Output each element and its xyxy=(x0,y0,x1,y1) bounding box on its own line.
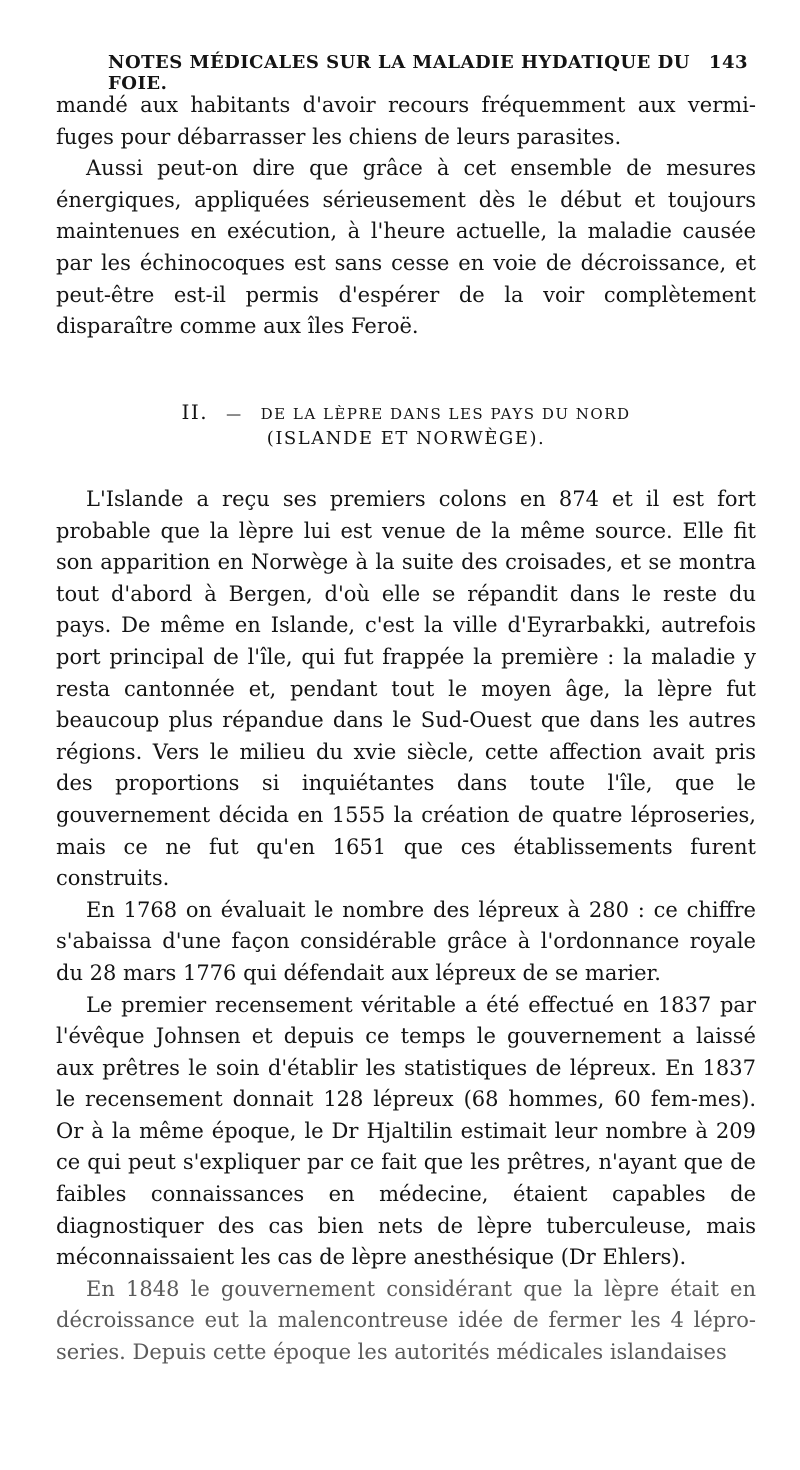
heading-dash: — xyxy=(226,405,243,423)
section-subtitle-text: (ISLANDE ET NORWÈGE). xyxy=(266,428,546,449)
paragraph: En 1768 on évaluait le nombre des lépreux à 280 : ce chiffre s'abaissa d'une façon considérable grâce à l'ordonnance royale du 28 mars 1776 qui défendait aux lépreux de se marier. xyxy=(56,897,756,985)
running-header xyxy=(108,52,748,94)
body-text-block xyxy=(56,484,756,1369)
paragraph: Aussi peut-on dire que grâce à cet ensemble de mesures énergiques, appliquées sérieusement dès le début et toujours maintenues en exécution, à l'heure actuelle, la maladie causée par les échinocoques est sans cesse en voie de décroissance, et peut-être est-il permis d'espérer de la voir complètement disparaître comme aux îles Feroë. xyxy=(56,156,756,339)
section-title: DE LA LÈPRE DANS LES PAYS DU NORD xyxy=(260,405,631,423)
section-number: II. xyxy=(181,400,209,424)
paragraph: L'Islande a reçu ses premiers colons en 874 et il est fort probable que la lèpre lui est venue de la même source. Elle fit son apparition en Norwège à la suite des croisades, et se montra tout d'abord à Bergen, d'où elle se répandit dans le reste du pays. De même en Islande, c'est la ville d'Eyrarbakki, autrefois port principal de l'île, qui fut frappée la première : la maladie y resta cantonnée et, pendant tout le moyen âge, la lèpre fut beaucoup plus répandue dans le Sud-Ouest que dans les autres régions. Vers le milieu du xvie siècle, cette affection avait pris des proportions si inquiétantes dans toute l'île, que le gouvernement décida en 1555 la création de quatre léproseries, mais ce ne fut qu'en 1651 que ces établissements furent construits. xyxy=(56,487,756,891)
section-heading xyxy=(56,400,756,424)
paragraph: En 1848 le gouvernement considérant que la lèpre était en décroissance eut la malencontreuse idée de fermer les 4 lépro-series. Depuis cette époque les autorités médicales islandaises xyxy=(56,1276,756,1365)
paragraph: Le premier recensement véritable a été effectué en 1837 par l'évêque Johnsen et depuis ce temps le gouvernement a laissé aux prêtres le soin d'établir les statistiques de lépreux. En 1837 le recensement donnait 128 lépreux (68 hommes, 60 fem-mes). Or à la même époque, le Dr Hjaltilin estimait leur nombre à 209 ce qui peut s'expliquer par ce fait que les prêtres, n'ayant que de faibles connaissances en médecine, étaient capables de diagnostiquer des cas bien nets de lèpre tuberculeuse, mais méconnaissaient les cas de lèpre anesthésique (Dr Ehlers). xyxy=(56,992,756,1270)
top-text-block xyxy=(56,90,756,343)
section-subtitle xyxy=(56,428,756,449)
running-title: NOTES MÉDICALES SUR LA MALADIE HYDATIQUE DU FOIE. xyxy=(108,52,690,94)
paragraph: mandé aux habitants d'avoir recours fréquemment aux vermi-fuges pour débarrasser les chiens de leurs parasites. xyxy=(56,93,756,149)
page-number: 143 xyxy=(708,52,748,73)
